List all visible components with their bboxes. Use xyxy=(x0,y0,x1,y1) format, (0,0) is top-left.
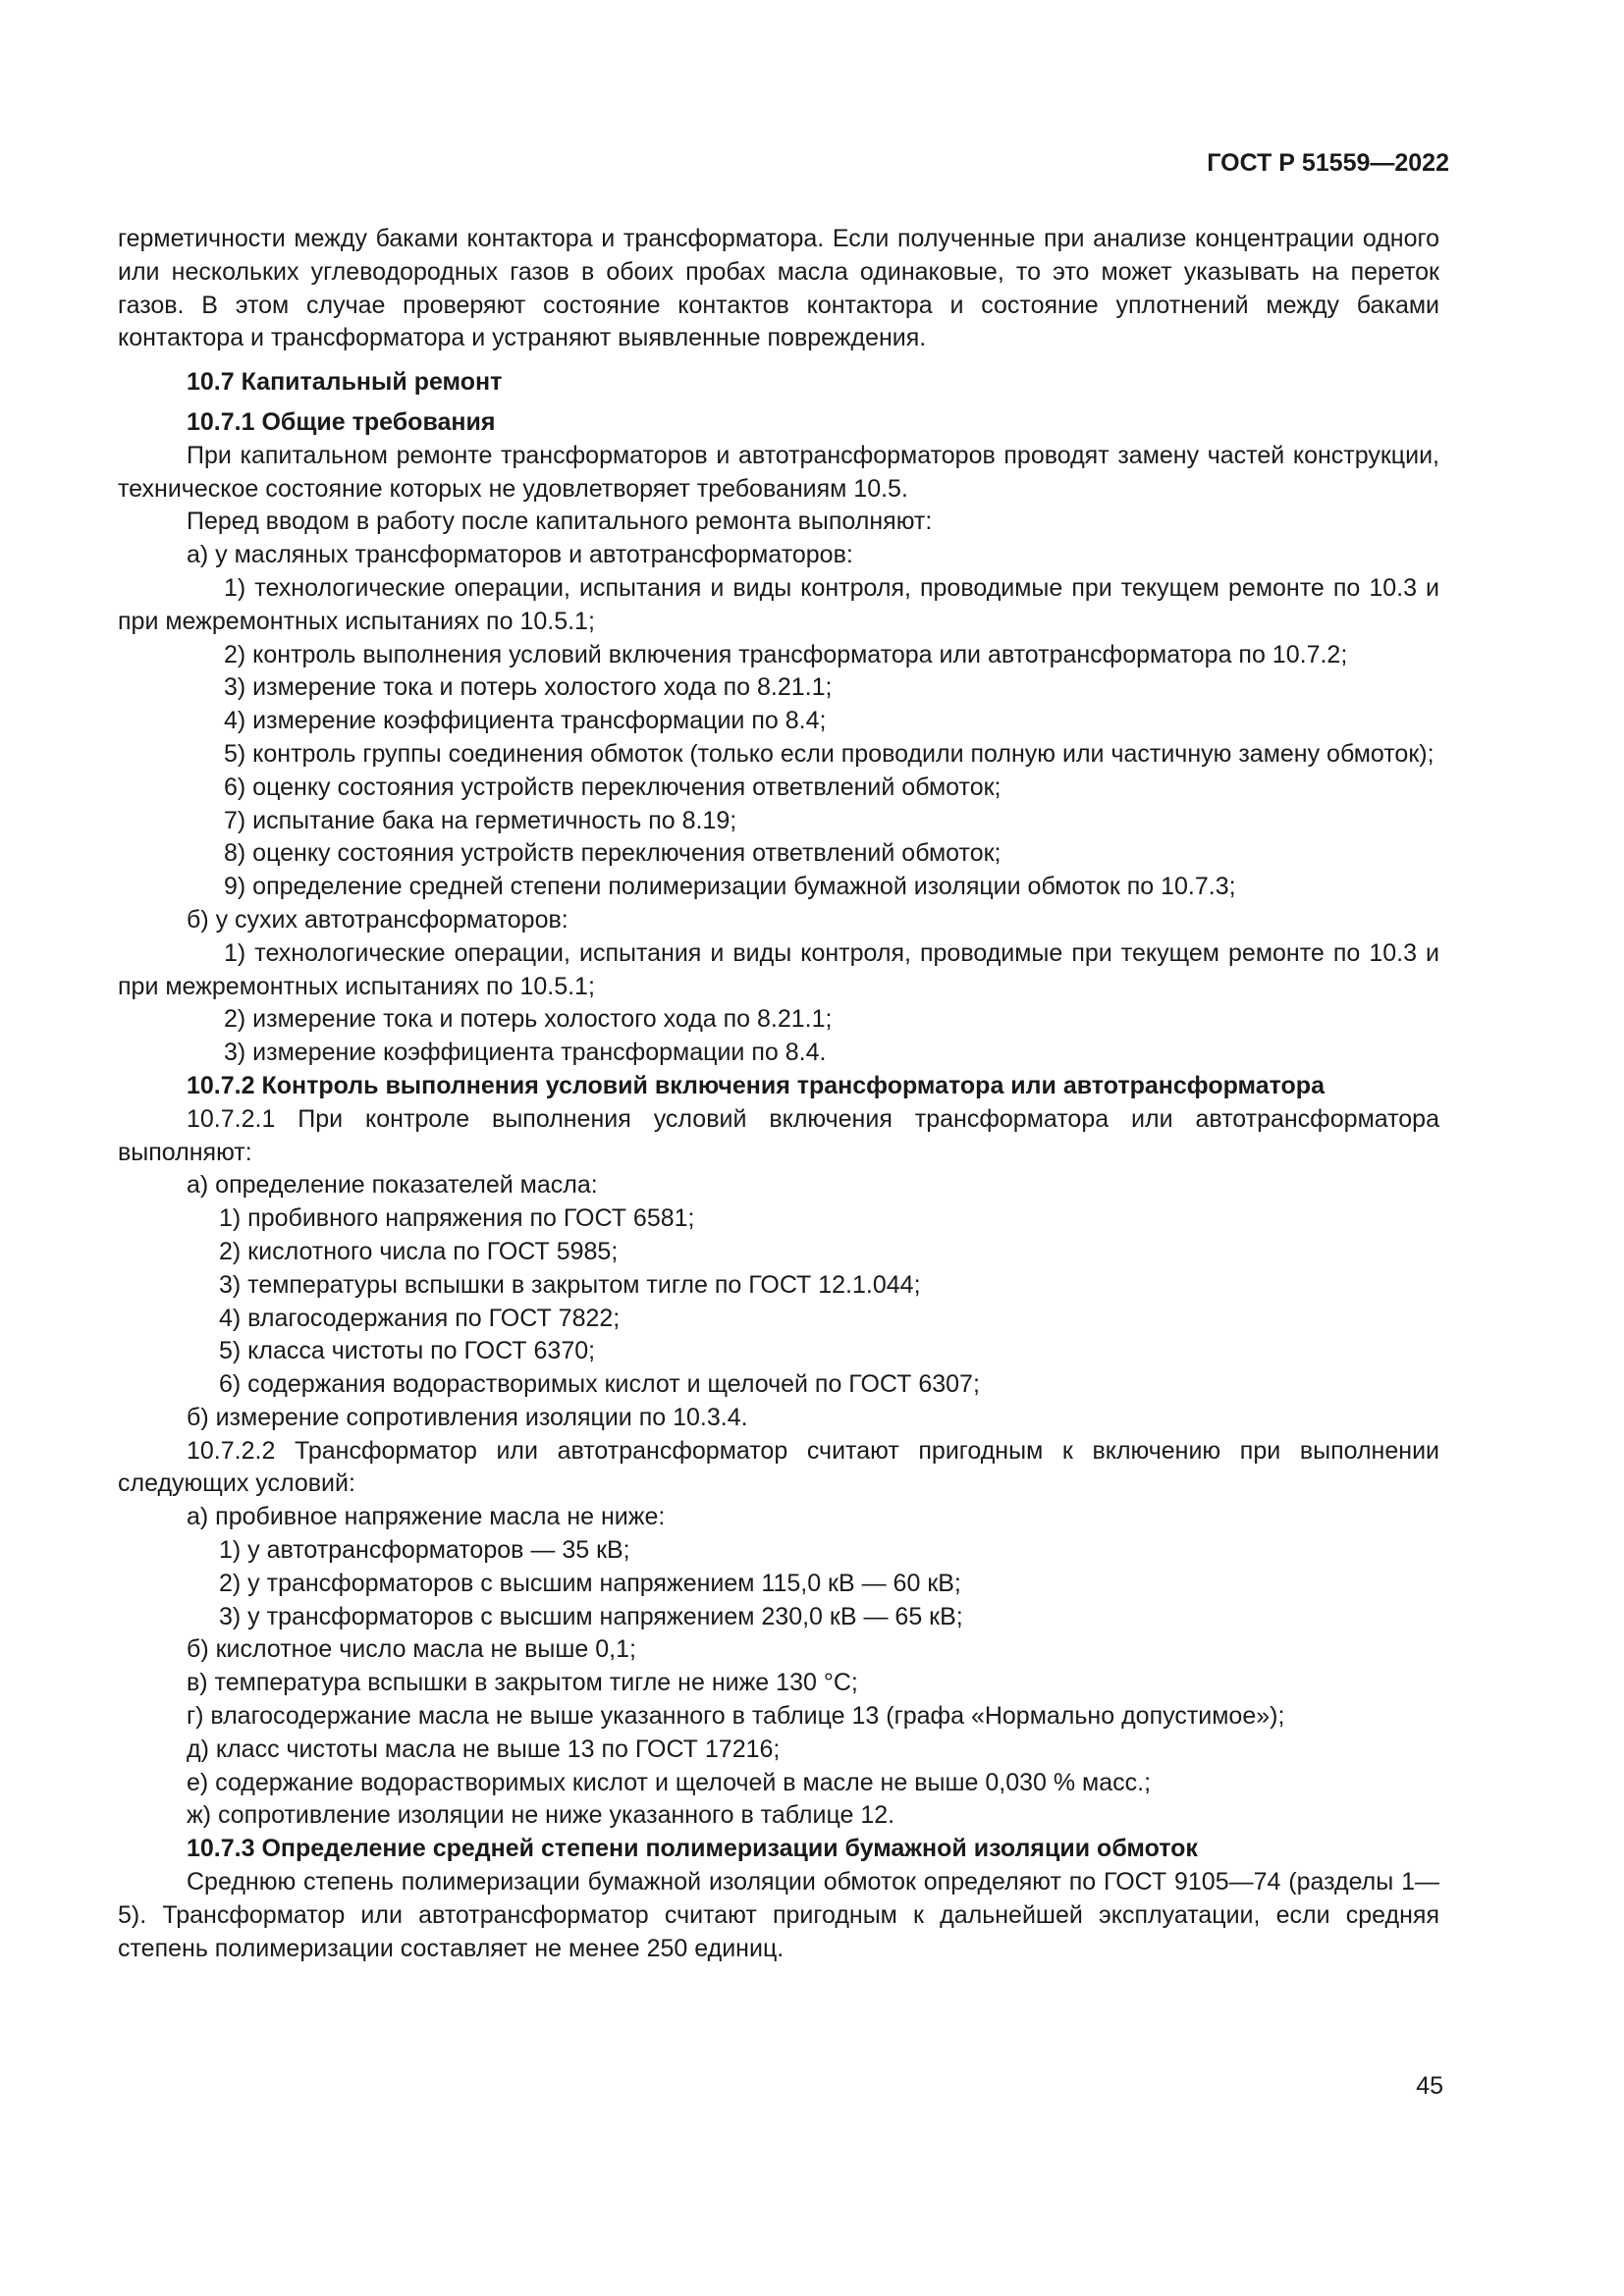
list-item: 3) у трансформаторов с высшим напряжением 230,0 кВ — 65 кВ; xyxy=(219,1602,963,1630)
paragraph: 10.7.2.1 При контроле выполнения условий включения трансформатора или автотрансформатора выполняют: xyxy=(118,1104,1439,1166)
list-label: а) у масляных трансформаторов и автотрансформаторов: xyxy=(187,541,853,569)
list-item: 1) технологические операции, испытания и виды контроля, проводимые при текущем ремонте по 10.3 и при межремонтных испытаниях по 10.5.1; xyxy=(118,573,1439,635)
list-item: 1) у автотрансформаторов — 35 кВ; xyxy=(219,1536,630,1565)
list-item: 1) пробивного напряжения по ГОСТ 6581; xyxy=(219,1204,695,1233)
list-item: е) содержание водорастворимых кислот и щелочей в масле не выше 0,030 % масс.; xyxy=(187,1768,1152,1796)
intro-paragraph: герметичности между баками контактора и трансформатора. Если полученные при анализе концентрации одного или нескольких углеводородных газов в обоих пробах масла одинаковые, то это может указывать на переток газов. В этом случае проверяют состояние контактов контактора и состояние уплотнений между баками контактора и трансформатора и устраняют выявленные повреждения. xyxy=(118,225,1439,352)
section-title-10-7-1: 10.7.1 Общие требования xyxy=(187,407,496,436)
section-title-10-7: 10.7 Капитальный ремонт xyxy=(187,368,503,397)
list-item: 5) класса чистоты по ГОСТ 6370; xyxy=(219,1337,596,1365)
list-label: а) определение показателей масла: xyxy=(187,1171,598,1200)
list-item: 2) контроль выполнения условий включения трансформатора или автотрансформатора по 10.7.2; xyxy=(224,640,1348,668)
list-item: д) класс чистоты масла не выше 13 по ГОСТ 17216; xyxy=(187,1735,781,1763)
section-title-10-7-3: 10.7.3 Определение средней степени полимеризации бумажной изоляции обмоток xyxy=(187,1835,1198,1863)
list-item: 3) измерение коэффициента трансформации по 8.4. xyxy=(224,1039,827,1067)
section-title-10-7-2: 10.7.2 Контроль выполнения условий включения трансформатора или автотрансформатора xyxy=(187,1071,1325,1099)
list-item: 6) оценку состояния устройств переключения ответвлений обмоток; xyxy=(224,773,1001,801)
list-item: б) кислотное число масла не выше 0,1; xyxy=(187,1635,636,1664)
paragraph: Перед вводом в работу после капитального ремонта выполняют: xyxy=(187,507,933,536)
list-item: 4) влагосодержания по ГОСТ 7822; xyxy=(219,1304,621,1332)
list-item: 2) измерение тока и потерь холостого хода по 8.21.1; xyxy=(224,1005,833,1034)
list-item: 2) кислотного числа по ГОСТ 5985; xyxy=(219,1237,619,1265)
list-label: а) пробивное напряжение масла не ниже: xyxy=(187,1503,666,1531)
list-item: 7) испытание бака на герметичность по 8.19; xyxy=(224,806,737,834)
list-item: 1) технологические операции, испытания и виды контроля, проводимые при текущем ремонте по 10.3 и при межремонтных испытаниях по 10.5.1; xyxy=(118,938,1439,1000)
paragraph: Среднюю степень полимеризации бумажной изоляции обмоток определяют по ГОСТ 9105—74 (разделы 1—5). Трансформатор или автотрансформатор считают пригодным к дальнейшей эксплуатации, если средняя степень полимеризации составляет не менее 250 единиц. xyxy=(118,1868,1439,1962)
list-item: 3) температуры вспышки в закрытом тигле по ГОСТ 12.1.044; xyxy=(219,1270,921,1299)
list-item: 3) измерение тока и потерь холостого хода по 8.21.1; xyxy=(224,673,833,702)
document-header: ГОСТ Р 51559—2022 xyxy=(1207,149,1449,177)
paragraph: При капитальном ремонте трансформаторов и автотрансформаторов проводят замену частей конструкции, техническое состояние которых не удовлетворяет требованиям 10.5. xyxy=(118,441,1439,503)
list-label: б) измерение сопротивления изоляции по 10.3.4. xyxy=(187,1403,748,1431)
document-body xyxy=(118,223,1439,1965)
list-item: ж) сопротивление изоляции не ниже указанного в таблице 12. xyxy=(187,1801,895,1830)
list-item: 9) определение средней степени полимеризации бумажной изоляции обмоток по 10.7.3; xyxy=(224,873,1236,901)
list-item: г) влагосодержание масла не выше указанного в таблице 13 (графа «Нормально допустимое»); xyxy=(187,1702,1285,1731)
list-item: в) температура вспышки в закрытом тигле не ниже 130 °С; xyxy=(187,1669,858,1697)
list-label: б) у сухих автотрансформаторов: xyxy=(187,905,568,934)
paragraph: 10.7.2.2 Трансформатор или автотрансформатор считают пригодным к включению при выполнении следующих условий: xyxy=(118,1436,1439,1498)
list-item: 6) содержания водорастворимых кислот и щелочей по ГОСТ 6307; xyxy=(219,1370,980,1399)
list-item: 4) измерение коэффициента трансформации по 8.4; xyxy=(224,707,827,735)
list-item: 8) оценку состояния устройств переключения ответвлений обмоток; xyxy=(224,839,1001,868)
list-item: 5) контроль группы соединения обмоток (только если проводили полную или частичную замену обмоток); xyxy=(224,739,1435,768)
page-number: 45 xyxy=(1416,2072,1443,2100)
list-item: 2) у трансформаторов с высшим напряжением 115,0 кВ — 60 кВ; xyxy=(219,1569,961,1597)
